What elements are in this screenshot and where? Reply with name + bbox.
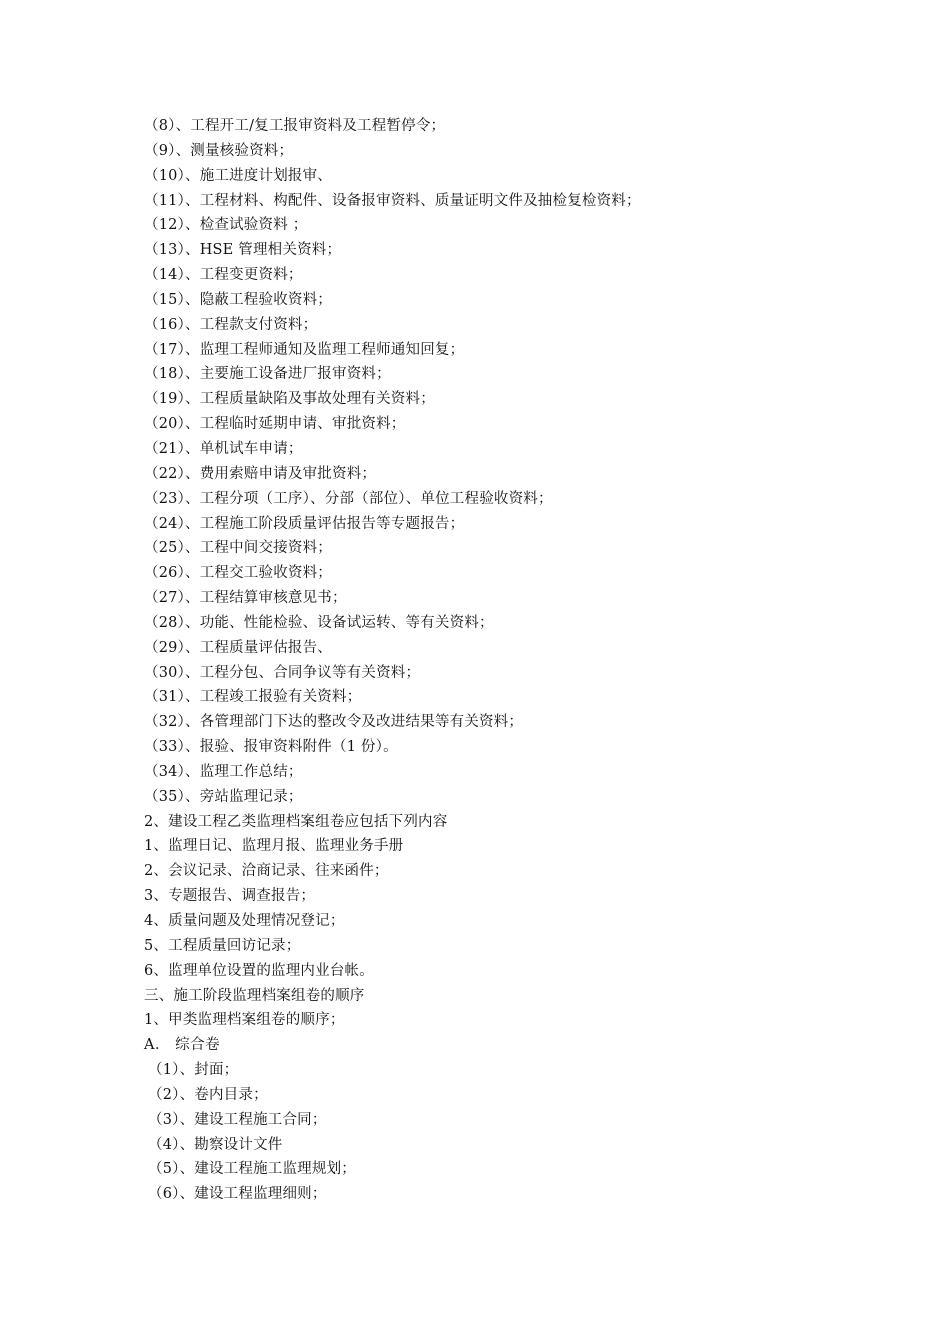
list-item: （20）、工程临时延期申请、审批资料；	[144, 416, 406, 433]
list-item: （14）、工程变更资料；	[144, 267, 303, 284]
list-item: 1、监理日记、监理月报、监理业务手册	[144, 838, 404, 855]
list-item: （29）、工程质量评估报告、	[144, 639, 332, 656]
list-item: 4、质量问题及处理情况登记；	[144, 913, 345, 929]
list-item: （1）、封面；	[148, 1062, 239, 1079]
list-item: （15）、隐蔽工程验收资料；	[144, 291, 332, 308]
list-item: （31）、工程竣工报验有关资料；	[144, 689, 362, 706]
list-item: （17）、监理工程师通知及监理工程师通知回复；	[144, 341, 465, 358]
list-item: （21）、单机试车申请；	[144, 440, 303, 457]
list-item: （19）、工程质量缺陷及事故处理有关资料；	[144, 391, 435, 408]
list-item: （26）、工程交工验收资料；	[144, 565, 332, 582]
list-item: （8）、工程开工/复工报审资料及工程暂停令；	[144, 118, 446, 134]
list-item: （33）、报验、报审资料附件（1 份）。	[144, 739, 398, 756]
list-item: （5）、建设工程施工监理规划；	[148, 1161, 356, 1178]
list-item: （27）、工程结算审核意见书；	[144, 590, 347, 607]
list-item: （18）、主要施工设备进厂报审资料；	[144, 366, 391, 383]
list-item: （4）、勘察设计文件	[148, 1136, 283, 1153]
list-item: （13）、HSE 管理相关资料；	[144, 242, 342, 259]
list-item: （24）、工程施工阶段质量评估报告等专题报告；	[144, 515, 465, 532]
list-item: （6）、建设工程监理细则；	[148, 1186, 327, 1203]
list-item: （35）、旁站监理记录；	[144, 788, 303, 805]
list-item: （10）、施工进度计划报审、	[144, 167, 332, 184]
list-item: （2）、卷内目录；	[148, 1086, 268, 1103]
section-heading: 2、建设工程乙类监理档案组卷应包括下列内容	[144, 813, 448, 830]
list-item: 3、专题报告、调查报告；	[144, 888, 316, 905]
list-item: 2、会议记录、洽商记录、往来函件；	[144, 863, 389, 880]
list-item: 5、工程质量回访记录；	[144, 937, 301, 954]
list-item: （30）、工程分包、合同争议等有关资料；	[144, 664, 421, 681]
document-body	[144, 114, 864, 1207]
list-item: （28）、功能、性能检验、设备试运转、等有关资料；	[144, 614, 494, 631]
list-item: （11）、工程材料、构配件、设备报审资料、质量证明文件及抽检复检资料；	[144, 192, 641, 209]
list-item: （3）、建设工程施工合同；	[148, 1111, 327, 1128]
list-item: （25）、工程中间交接资料；	[144, 540, 332, 557]
section-heading: 三、施工阶段监理档案组卷的顺序	[144, 987, 365, 1004]
list-item: 6、监理单位设置的监理内业台帐。	[144, 962, 374, 979]
list-item: （34）、监理工作总结；	[144, 763, 303, 780]
list-item: （22）、费用索赔申请及审批资料；	[144, 465, 377, 482]
list-item: （9）、测量核验资料；	[144, 142, 294, 159]
list-item: （12）、检查试验资料 ；	[144, 217, 308, 234]
subsection-heading: 1、甲类监理档案组卷的顺序；	[144, 1012, 345, 1029]
list-item: （32）、各管理部门下达的整改令及改进结果等有关资料；	[144, 714, 524, 731]
list-item: （23）、工程分项（工序）、分部（部位）、单位工程验收资料；	[144, 490, 553, 507]
subsection-heading: A． 综合卷	[144, 1037, 221, 1054]
list-item: （16）、工程款支付资料；	[144, 316, 318, 333]
